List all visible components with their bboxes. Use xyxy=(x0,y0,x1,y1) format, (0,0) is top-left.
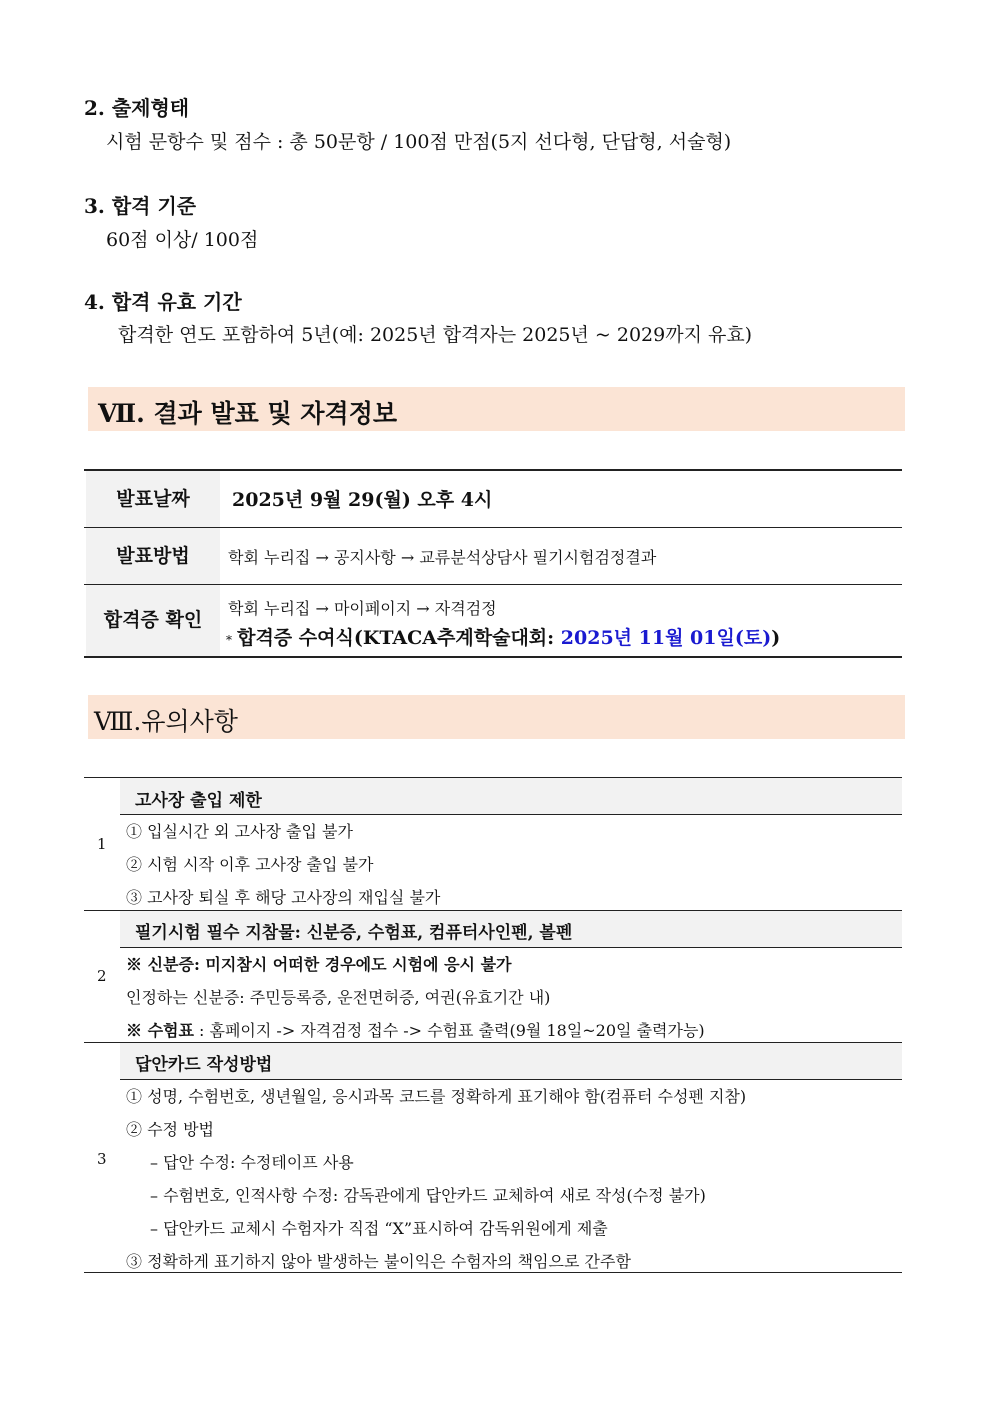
note-rule xyxy=(120,814,902,815)
note-3-number: 3 xyxy=(97,1150,107,1168)
note-2-line-1: ※ 신분증: 미지참시 어떠한 경우에도 시험에 응시 불가 xyxy=(126,955,512,974)
note-rule xyxy=(120,947,902,948)
note-2-header: 필기시험 필수 지참물: 신분증, 수험표, 컴퓨터사인펜, 볼펜 xyxy=(135,923,573,943)
announce-date-label: 발표날짜 xyxy=(86,471,220,527)
notes-bottom-rule xyxy=(84,1272,902,1273)
section-4-body: 합격한 연도 포함하여 5년(예: 2025년 합격자는 2025년 ~ 2029까지 유효) xyxy=(118,324,753,346)
section-8-banner xyxy=(88,695,905,739)
asterisk-mark: * xyxy=(226,633,232,647)
note-3-line-1: ① 성명, 수험번호, 생년월일, 응시과목 코드를 정확하게 표기해야 함(컴퓨터 수성펜 지참) xyxy=(126,1087,747,1106)
note-3-line-2: ② 수정 방법 xyxy=(126,1120,214,1139)
note-1-line-2: ② 시험 시작 이후 고사장 출입 불가 xyxy=(126,855,374,874)
section-7-title: Ⅶ. 결과 발표 및 자격정보 xyxy=(98,399,397,428)
certificate-ceremony xyxy=(226,623,780,650)
section-3-title: 3. 합격 기준 xyxy=(84,194,197,218)
section-8-title: Ⅷ.유의사항 xyxy=(94,707,238,736)
certificate-check-label: 합격증 확인 xyxy=(86,585,220,656)
ceremony-close: ) xyxy=(771,627,781,649)
section-2-body: 시험 문항수 및 점수 : 총 50문항 / 100점 만점(5지 선다형, 단답형, 서술형) xyxy=(106,131,732,153)
announce-date-value: 2025년 9월 29(월) 오후 4시 xyxy=(232,489,493,511)
announce-method-label: 발표방법 xyxy=(86,528,220,584)
note-3-line-3: – 답안 수정: 수정테이프 사용 xyxy=(150,1153,354,1172)
section-7-banner xyxy=(88,387,905,431)
note-3-line-6: ③ 정확하게 표기하지 않아 발생하는 불이익은 수험자의 책임으로 간주함 xyxy=(126,1252,631,1271)
note-3-header: 답안카드 작성방법 xyxy=(135,1055,273,1075)
ticket-text: : 홈페이지 -> 자격검정 접수 -> 수험표 출력(9월 18일~20일 출력가능) xyxy=(193,1021,705,1040)
note-1-line-3: ③ 고사장 퇴실 후 해당 고사장의 재입실 불가 xyxy=(126,888,441,907)
section-3-body: 60점 이상/ 100점 xyxy=(106,229,259,251)
note-2-line-2: 인정하는 신분증: 주민등록증, 운전면허증, 여권(유효기간 내) xyxy=(126,988,551,1007)
note-2-line-3 xyxy=(126,1018,705,1041)
section-2-title: 2. 출제형태 xyxy=(84,96,190,120)
note-1-header: 고사장 출입 제한 xyxy=(135,791,262,811)
note-rule xyxy=(120,1079,902,1080)
note-1-line-1: ① 입실시간 외 고사장 출입 불가 xyxy=(126,822,353,841)
note-1-number: 1 xyxy=(97,835,107,853)
announce-method-value: 학회 누리집 → 공지사항 → 교류분석상담사 필기시험검정결과 xyxy=(228,548,657,567)
note-2-number: 2 xyxy=(97,967,107,985)
ticket-label: ※ 수험표 xyxy=(126,1021,194,1040)
ceremony-date: 2025년 11월 01일(토) xyxy=(560,627,772,649)
ceremony-label: 합격증 수여식(KTACA추계학술대회: xyxy=(237,627,561,649)
section-4-title: 4. 합격 유효 기간 xyxy=(84,290,242,314)
note-3-line-4: – 수험번호, 인적사항 수정: 감독관에게 답안카드 교체하여 새로 작성(수정 불가) xyxy=(150,1186,706,1205)
note-3-line-5: – 답안카드 교체시 수험자가 직접 “X”표시하여 감독위원에게 제출 xyxy=(150,1219,608,1238)
certificate-check-path: 학회 누리집 → 마이페이지 → 자격검정 xyxy=(228,599,497,618)
table-bottom-rule xyxy=(84,656,902,658)
